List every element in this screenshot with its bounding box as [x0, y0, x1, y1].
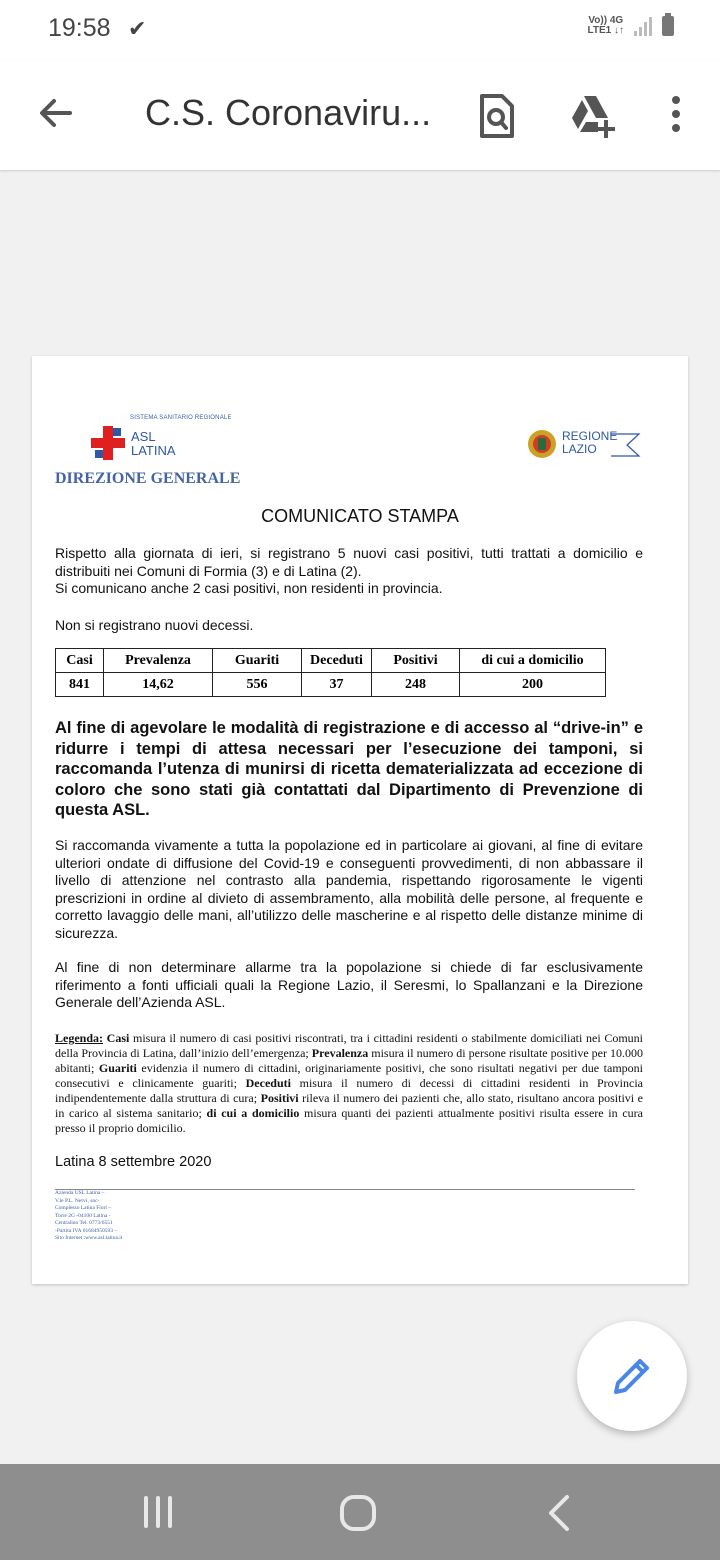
more-options-button[interactable] — [660, 92, 692, 140]
col-guariti: Guariti — [213, 649, 302, 673]
add-to-drive-button[interactable] — [568, 92, 616, 140]
footer-address: Azienda USL Latina – V.le P.L. Nervi, snc- Complesso Latina Fiori – Torre 2G -04100 Latina - Centralino Tel. 0773/6551 -Partita IVA 01684950593 – Sito Internet :www.asl.latina.it — [55, 1190, 123, 1241]
back-button[interactable] — [36, 93, 76, 133]
cell-domicilio: 200 — [460, 673, 606, 697]
col-domicilio: di cui a domicilio — [460, 649, 606, 673]
recent-apps-button[interactable] — [140, 1494, 176, 1535]
footer-divider — [55, 1189, 635, 1190]
system-nav-bar — [0, 1464, 720, 1560]
app-bar — [0, 60, 720, 170]
table-row — [56, 673, 606, 697]
home-button[interactable] — [338, 1494, 378, 1537]
cell-guariti: 556 — [213, 673, 302, 697]
table-header-row — [56, 649, 606, 673]
cell-deceduti: 37 — [302, 673, 372, 697]
back-nav-icon — [545, 1494, 575, 1532]
more-vert-icon — [660, 92, 692, 140]
recent-apps-icon — [140, 1494, 176, 1530]
document-date: Latina 8 settembre 2020 — [55, 1154, 212, 1170]
asl-name: ASL LATINA — [131, 429, 176, 458]
col-deceduti: Deceduti — [302, 649, 372, 673]
battery-icon — [662, 16, 674, 36]
paragraph-official-sources: Al fine di non determinare allarme tra la popolazione si chiede di far esclusivamente riferimento a fonti ufficiali quali la Regione Lazio, il Seresmi, lo Spallanzani e la Direzione Generale dell’Azienda ASL. — [55, 959, 643, 1010]
network-indicator: Vo)) 4G LTE1 ↓↑ — [587, 15, 624, 36]
status-indicators — [588, 16, 674, 36]
direzione-generale-heading: DIREZIONE GENERALE — [55, 470, 241, 487]
legenda-paragraph: Legenda: Casi misura il numero di casi positivi riscontrati, tra i cittadini residenti o stabilmente domiciliati nei Comuni della Provincia di Latina, dall’inizio dell’emergenza; Prevalenza misura il numero di persone risultate positive per 10.000 abitanti; Guariti evidenzia il numero di cittadini, originariamente positivi, che sono risultati negativi per due tamponi consecutivi e clinicamente guariti; Deceduti misura il numero di decessi di cittadini residenti in Provincia indipendentemente dalla struttura di cura; Positivi rileva il numero dei pazienti che, allo stato, risultano ancora positivi e in carico al sistema sanitario; di cui a domicilio misura quanti dei pazienti attualmente positivi risulta essere in cura presso il proprio domicilio. — [55, 1031, 643, 1135]
col-prevalenza: Prevalenza — [104, 649, 213, 673]
pencil-icon — [610, 1354, 654, 1398]
document-page[interactable] — [32, 356, 688, 1284]
cell-positivi: 248 — [372, 673, 460, 697]
find-in-page-button[interactable] — [472, 92, 520, 140]
col-casi: Casi — [56, 649, 104, 673]
arrow-back-icon — [36, 93, 76, 133]
paragraph-drive-in: Al fine di agevolare le modalità di registrazione e di accesso al “drive-in” e ridurre i tempi di attesa necessari per l’esecuzione dei tamponi, si raccomanda l’utenza di munirsi di ricetta dematerializzata ad eccezione di coloro che sono stati già contattati dal Dipartimento di Prevenzione di questa ASL. — [55, 719, 643, 819]
home-icon — [338, 1494, 378, 1532]
col-positivi: Positivi — [372, 649, 460, 673]
cell-prevalenza: 14,62 — [104, 673, 213, 697]
add-to-drive-icon — [568, 92, 616, 140]
paragraph-recommendation: Si raccomanda vivamente a tutta la popolazione ed in particolare ai giovani, al fine di evitare ulteriori ondate di diffusione del Covid-19 e conseguenti provvedimenti, di non abbassare il livello di attenzione nel contrasto alla pandemia, rispettando rigorosamente le vigenti prescrizioni in ordine al divieto di assembramento, alla mobilità delle persone, al frequente e corretto lavaggio delle mani, all’utilizzo delle mascherine e al rispetto delle distanze minime di sicurezza. — [55, 837, 643, 941]
regione-lazio-text: REGIONE LAZIO — [562, 429, 618, 456]
signal-icon — [634, 16, 652, 36]
find-in-page-icon — [472, 92, 520, 140]
document-title: COMUNICATO STAMPA — [261, 506, 459, 526]
back-nav-button[interactable] — [545, 1494, 575, 1537]
paragraph-new-cases: Rispetto alla giornata di ieri, si registrano 5 nuovi casi positivi, tutti trattati a domicilio e distribuiti nei Comuni di Formia (3) e di Latina (2). Si comunicano anche 2 casi positivi, non residenti in provincia. — [55, 545, 643, 596]
page-title: C.S. Coronaviru... — [145, 92, 432, 133]
paragraph-no-deaths: Non si registrano nuovi decessi. — [55, 617, 254, 633]
status-bar — [0, 0, 720, 60]
stats-table — [55, 648, 606, 697]
asl-subtitle: SISTEMA SANITARIO REGIONALE — [130, 415, 232, 421]
status-time: 19:58 — [48, 14, 111, 42]
edit-button[interactable] — [577, 1321, 687, 1431]
download-done-icon: ✔ — [128, 16, 147, 41]
cell-casi: 841 — [56, 673, 104, 697]
